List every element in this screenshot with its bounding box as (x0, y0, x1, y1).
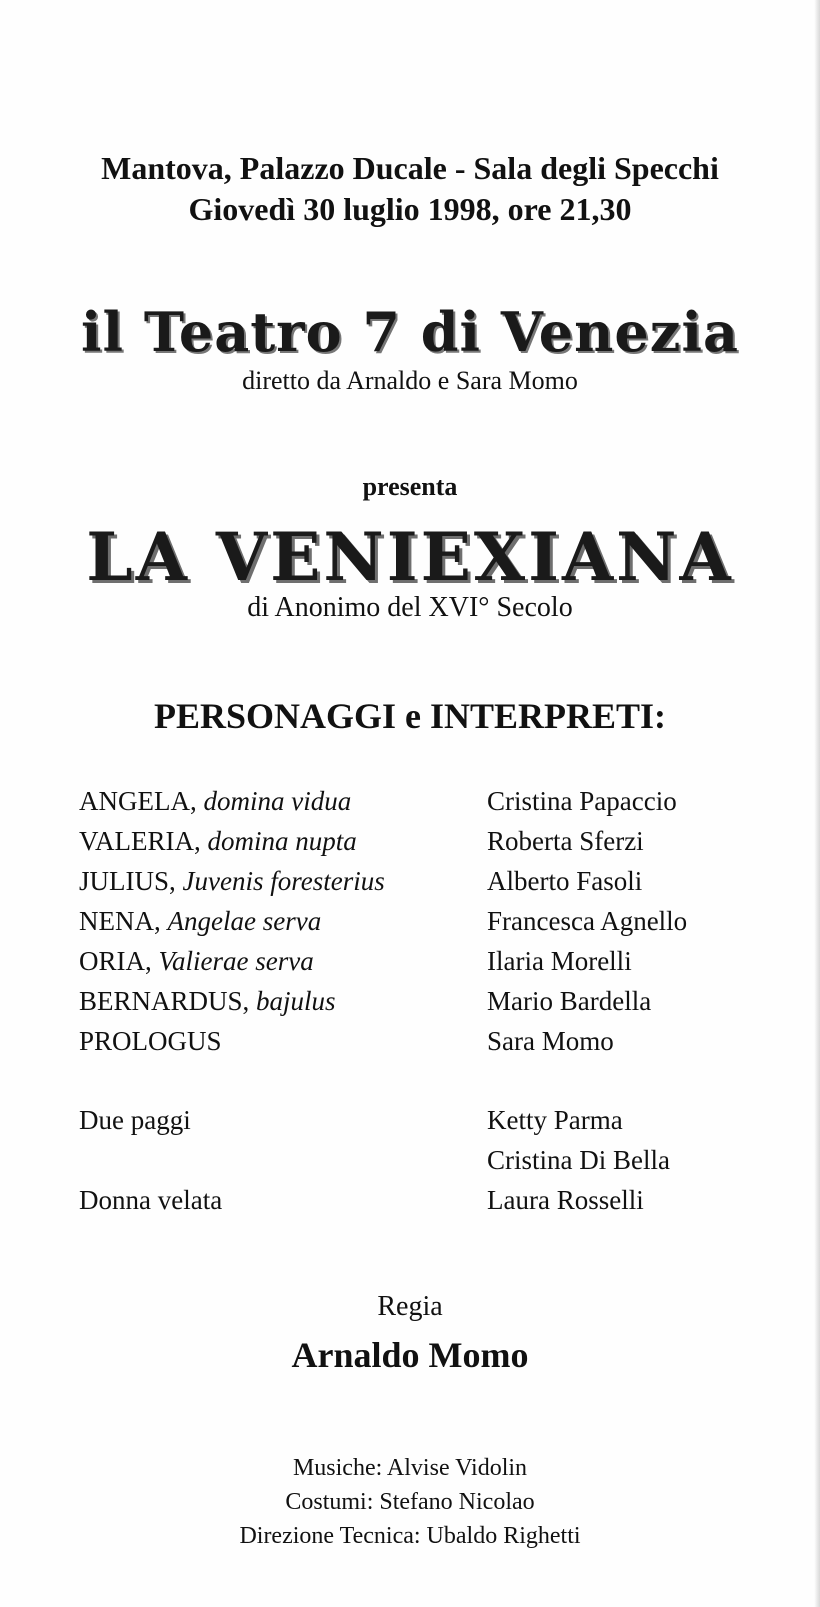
role-description: bajulus (256, 986, 336, 1016)
cast-spacer (79, 1066, 729, 1105)
cast-list (79, 786, 729, 1225)
credit-costumes: Costumi: Stefano Nicolao (285, 1489, 535, 1515)
play-author: di Anonimo del XVI° Secolo (247, 592, 573, 623)
venue-line: Mantova, Palazzo Ducale - Sala degli Specchi (101, 150, 719, 186)
actor-name: Alberto Fasoli (487, 866, 643, 896)
actor-name: Francesca Agnello (487, 906, 688, 936)
cast-row (79, 946, 729, 986)
role-description: Valierae serva (158, 946, 314, 976)
role-name: ANGELA, (79, 786, 197, 816)
credit-music: Musiche: Alvise Vidolin (292, 1455, 528, 1481)
company-directors: diretto da Arnaldo e Sara Momo (242, 366, 578, 395)
cast-row (79, 826, 729, 866)
actor-name: Roberta Sferzi (487, 826, 644, 856)
role-description: Angelae serva (167, 906, 322, 936)
presents-label: presenta (362, 472, 458, 501)
cast-row (79, 986, 729, 1026)
cast-row (79, 1145, 729, 1185)
cast-row (79, 1105, 729, 1145)
role-name: NENA, (79, 906, 161, 936)
role-name: Donna velata (79, 1185, 223, 1215)
cast-row (79, 866, 729, 906)
actor-name: Laura Rosselli (487, 1185, 644, 1215)
date-line: Giovedì 30 luglio 1998, ore 21,30 (188, 191, 632, 227)
role-name: JULIUS, (79, 866, 176, 896)
credit-technical: Direzione Tecnica: Ubaldo Righetti (239, 1523, 581, 1549)
actor-name: Mario Bardella (487, 986, 652, 1016)
actor-name: Cristina Papaccio (487, 786, 677, 816)
cast-row (79, 906, 729, 946)
role-description: domina vidua (203, 786, 352, 816)
actor-name: Ilaria Morelli (487, 946, 632, 976)
actor-name: Cristina Di Bella (487, 1145, 670, 1175)
director-name: Arnaldo Momo (291, 1335, 529, 1375)
direction-label: Regia (377, 1291, 443, 1322)
cast-row (79, 786, 729, 826)
role-name: VALERIA, (79, 826, 201, 856)
company-name: il Teatro 7 di Venezia (81, 300, 739, 364)
play-title: LA VENIEXIANA (86, 518, 734, 596)
role-description: domina nupta (207, 826, 357, 856)
cast-heading: PERSONAGGI e INTERPRETI: (153, 696, 667, 736)
role-description: Juvenis foresterius (182, 866, 385, 896)
cast-row (79, 1185, 729, 1225)
cast-row (79, 1026, 729, 1066)
role-name: ORIA, (79, 946, 152, 976)
actor-name: Sara Momo (487, 1026, 614, 1056)
actor-name: Ketty Parma (487, 1105, 623, 1135)
role-name: PROLOGUS (79, 1026, 222, 1056)
role-name: BERNARDUS, (79, 986, 250, 1016)
role-name: Due paggi (79, 1105, 191, 1135)
